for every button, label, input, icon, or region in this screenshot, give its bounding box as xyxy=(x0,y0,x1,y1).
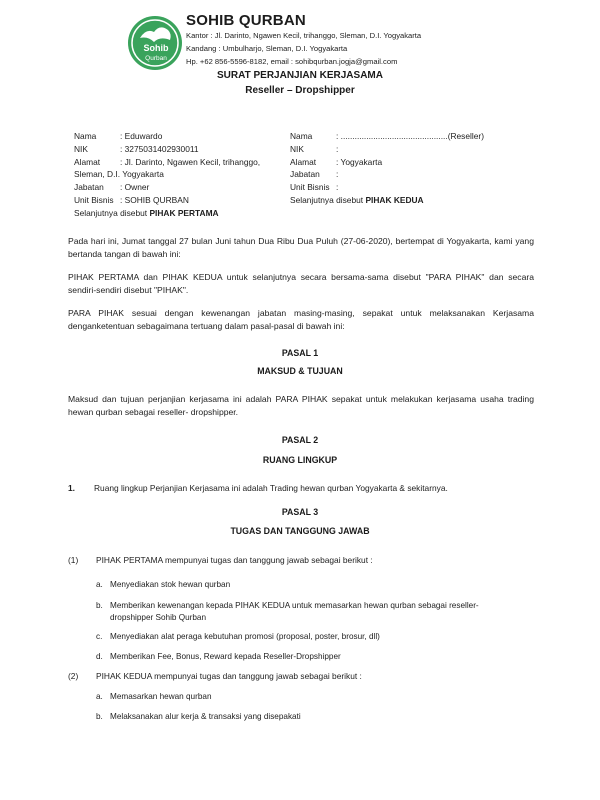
pasal-1-subtitle: MAKSUD & TUJUAN xyxy=(257,366,343,376)
p1-designation xyxy=(74,208,219,218)
pasal-3-item-2-number: (2) xyxy=(68,671,79,681)
p2-jabatan-label: Jabatan xyxy=(290,169,320,179)
pasal-2-title: PASAL 2 xyxy=(281,435,319,445)
company-name: SOHIB QURBAN xyxy=(186,12,306,29)
p2-nama-value: : ..............................................(Reseller) xyxy=(336,131,484,141)
p1-unit-value: : SOHIB QURBAN xyxy=(120,195,189,205)
p1-unit-label: Unit Bisnis xyxy=(74,195,114,205)
pasal-3-subtitle: TUGAS DAN TANGGUNG JAWAB xyxy=(230,526,370,536)
p1-jabatan-value: : Owner xyxy=(120,182,150,192)
pasal-1-title: PASAL 1 xyxy=(281,348,319,358)
pasal-1-text: Maksud dan tujuan perjanjian kerjasama ini adalah PARA PIHAK sepakat untuk melakukan kerjasama usaha trading hewan qurban sebagai reseller- dropshipper. xyxy=(68,394,534,417)
pasal-3-item-1-sub-a-text: Menyediakan stok hewan qurban xyxy=(110,580,231,589)
p2-alamat-value: : Yogyakarta xyxy=(336,157,383,167)
pasal-3-item-2-sub-b-letter: b. xyxy=(96,712,103,721)
p2-unit-label: Unit Bisnis xyxy=(290,182,330,192)
sohib-qurban-logo-icon xyxy=(126,14,184,72)
p2-designation-name: PIHAK KEDUA xyxy=(365,195,424,205)
pasal-3-item-2-sub-a-letter: a. xyxy=(96,692,103,701)
pasal-3-item-1-sub-c-text: Menyediakan alat peraga kebutuhan promosi (proposal, poster, brosur, dll) xyxy=(110,632,380,641)
document-title: SURAT PERJANJIAN KERJASAMA xyxy=(217,70,383,81)
p1-nama-value: : Eduwardo xyxy=(120,131,163,141)
pasal-2-number: 1. xyxy=(68,483,75,493)
pasal-3-item-1-sub-b-continued: dropshipper Sohib Qurban xyxy=(110,613,207,622)
pasal-3-item-1-sub-b-letter: b. xyxy=(96,601,103,610)
p1-designation-prefix: Selanjutnya disebut xyxy=(74,208,148,218)
pasal-3-title: PASAL 3 xyxy=(281,507,319,517)
p1-nik-label: NIK xyxy=(74,144,88,154)
p1-nik-value: : 3275031402930011 xyxy=(120,144,199,154)
pasal-3-item-1-sub-d-text: Memberikan Fee, Bonus, Reward kepada Reseller-Dropshipper xyxy=(110,652,341,661)
pasal-3-item-1-number: (1) xyxy=(68,555,79,565)
p2-nik-value: : xyxy=(336,144,339,154)
p1-alamat-value: : Jl. Darinto, Ngawen Kecil, trihanggo, xyxy=(120,157,261,167)
document-subtitle: Reseller – Dropshipper xyxy=(245,85,355,96)
company-logo xyxy=(126,14,184,72)
pasal-3-item-2-text: PIHAK KEDUA mempunyai tugas dan tanggung jawab sebagai berikut : xyxy=(96,671,362,681)
agreement-paragraph: PARA PIHAK sesuai dengan kewenangan jabatan masing-masing, sepakat untuk melaksanakan Kerjasama denganketentuan sebagaimana tertuang dalam pasal-pasal di bawah ini: xyxy=(68,308,534,331)
logo-text-qurban: Qurban xyxy=(145,55,167,62)
p2-designation-prefix: Selanjutnya disebut xyxy=(290,195,364,205)
pasal-3-item-2-sub-b-text: Melaksanakan alur kerja & transaksi yang disepakati xyxy=(110,712,301,721)
p2-alamat-label: Alamat xyxy=(290,157,317,167)
p1-designation-name: PIHAK PERTAMA xyxy=(149,208,219,218)
p1-jabatan-label: Jabatan xyxy=(74,182,104,192)
office-address: Kantor : Jl. Darinto, Ngawen Kecil, trihanggo, Sleman, D.I. Yogyakarta xyxy=(186,31,422,40)
pasal-2-subtitle: RUANG LINGKUP xyxy=(262,455,338,465)
pasal-3-item-1-sub-a-letter: a. xyxy=(96,580,103,589)
p2-unit-value: : xyxy=(336,182,339,192)
pasal-3-item-1-sub-d-letter: d. xyxy=(96,652,103,661)
p2-nik-label: NIK xyxy=(290,144,304,154)
logo-text-sohib: Sohib xyxy=(143,43,169,53)
p2-nama-label: Nama xyxy=(290,131,313,141)
pen-address: Kandang : Umbulharjo, Sleman, D.I. Yogyakarta xyxy=(186,44,348,53)
p1-nama-label: Nama xyxy=(74,131,97,141)
p2-jabatan-value: : xyxy=(336,169,339,179)
pasal-2-text: Ruang lingkup Perjanjian Kerjasama ini adalah Trading hewan qurban Yogyakarta & sekitarnya. xyxy=(94,483,448,493)
parties-paragraph: PIHAK PERTAMA dan PIHAK KEDUA untuk selanjutnya secara bersama-sama disebut "PARA PIHAK" dan secara sendiri-sendiri disebut "PIHAK". xyxy=(68,272,534,295)
p1-alamat-label: Alamat xyxy=(74,157,101,167)
pasal-3-item-1-sub-b-text: Memberikan kewenangan kepada PIHAK KEDUA untuk memasarkan hewan qurban sebagai reseller- xyxy=(110,601,479,610)
contact-info: Hp. +62 856-5596-8182, email : sohibqurban.jogja@gmail.com xyxy=(186,57,398,66)
p1-alamat-continued: Sleman, D.I. Yogyakarta xyxy=(74,169,164,179)
pasal-3-item-1-sub-c-letter: c. xyxy=(96,632,103,641)
pasal-3-item-2-sub-a-text: Memasarkan hewan qurban xyxy=(110,692,212,701)
p2-designation xyxy=(290,195,424,205)
opening-paragraph: Pada hari ini, Jumat tanggal 27 bulan Juni tahun Dua Ribu Dua Puluh (27-06-2020), bertempat di Yogyakarta, kami yang bertanda tangan di bawah ini: xyxy=(68,236,534,259)
pasal-3-item-1-text: PIHAK PERTAMA mempunyai tugas dan tanggung jawab sebagai berikut : xyxy=(96,555,373,565)
